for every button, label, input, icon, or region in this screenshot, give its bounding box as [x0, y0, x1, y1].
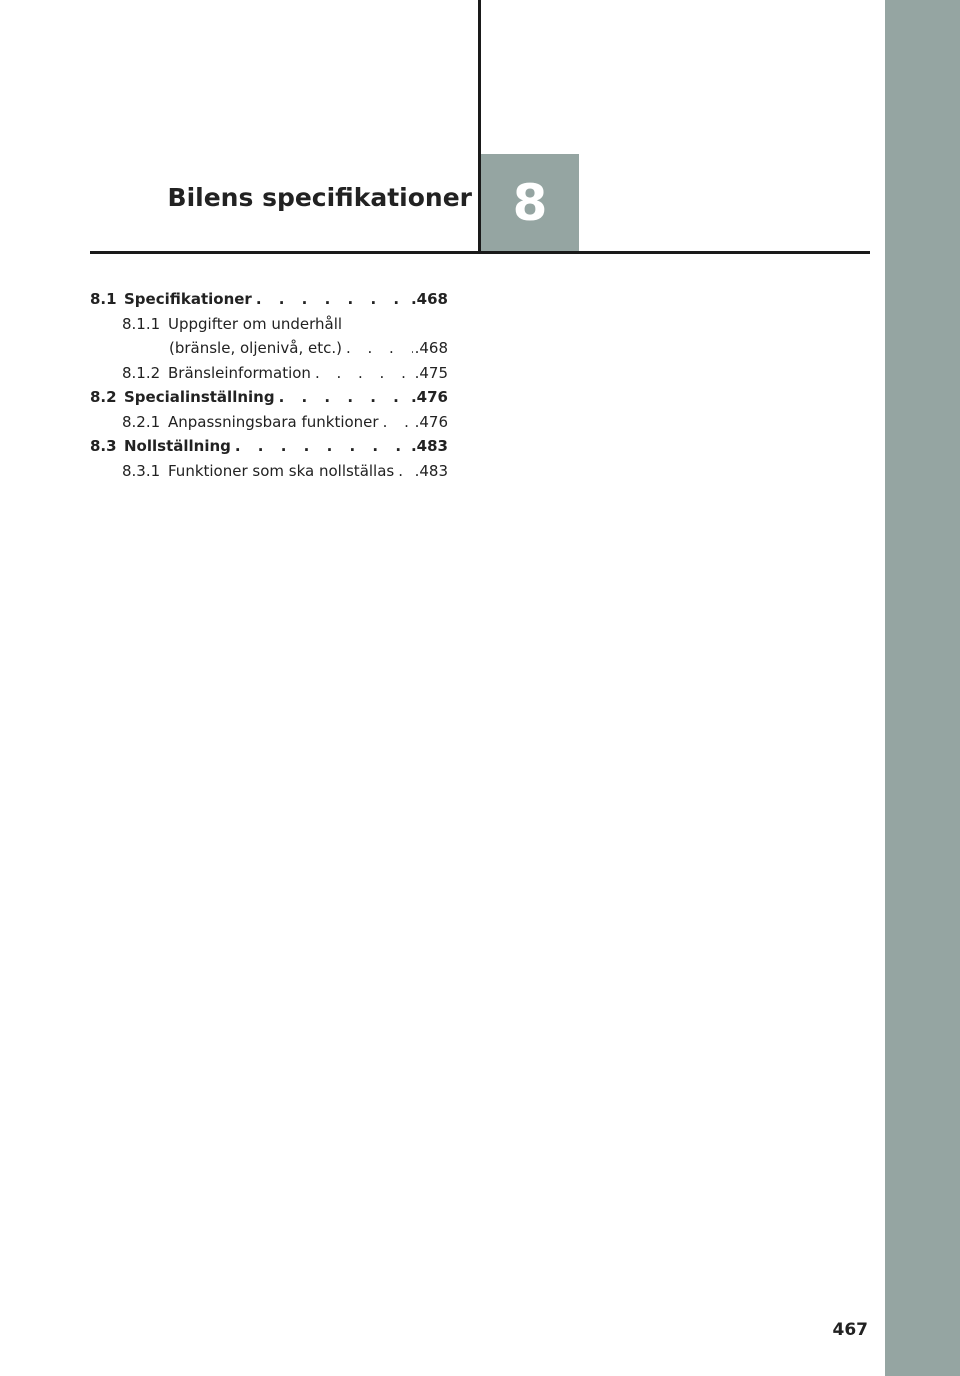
header-rule	[90, 251, 870, 254]
toc-entry-8-1-1[interactable]	[90, 312, 448, 337]
toc-leader-dots	[346, 336, 413, 361]
toc-entry-number: 8.2.1	[122, 412, 161, 431]
side-chapter-tab	[885, 0, 960, 1376]
toc-leader-dots	[398, 459, 412, 484]
toc-entry-page: .475	[414, 363, 448, 382]
toc-entry-page: .476	[410, 388, 448, 406]
toc-entry-label: Anpassningsbara funktioner	[168, 412, 379, 431]
toc-entry-number: 8.1.1	[122, 314, 161, 333]
chapter-number: 8	[512, 173, 548, 232]
toc-entry-8-2-1[interactable]	[90, 410, 448, 435]
toc-leader-dots	[383, 410, 413, 435]
toc-entry-8-1-2[interactable]	[90, 361, 448, 386]
toc-entry-8-2[interactable]	[90, 385, 448, 410]
toc-entry-label: Bränsleinformation	[168, 363, 311, 382]
table-of-contents	[90, 287, 448, 483]
toc-entry-8-1-1-continued[interactable]	[90, 336, 448, 361]
toc-entry-number: 8.2	[90, 388, 117, 406]
toc-entry-page: .476	[414, 412, 448, 431]
toc-entry-number: 8.3.1	[122, 461, 161, 480]
toc-leader-dots	[235, 434, 409, 459]
page-number: 467	[832, 1320, 868, 1340]
toc-entry-number: 8.1	[90, 290, 117, 308]
toc-entry-number: 8.3	[90, 437, 117, 455]
toc-entry-page: .468	[414, 339, 448, 357]
toc-entry-label: Specifikationer	[124, 290, 252, 308]
chapter-number-box	[481, 154, 579, 251]
toc-entry-8-3[interactable]	[90, 434, 448, 459]
toc-entry-label: Specialinställning	[124, 388, 275, 406]
toc-entry-page: .468	[410, 290, 448, 308]
chapter-title: Bilens specifikationer	[167, 183, 472, 212]
toc-leader-dots	[279, 385, 409, 410]
toc-entry-page: .483	[410, 437, 448, 455]
toc-entry-label: Funktioner som ska nollställas	[168, 461, 395, 480]
toc-leader-dots	[256, 287, 409, 312]
toc-entry-label: Uppgifter om underhåll	[168, 314, 343, 333]
toc-entry-8-3-1[interactable]	[90, 459, 448, 484]
toc-leader-dots	[315, 361, 413, 386]
toc-entry-number: 8.1.2	[122, 363, 161, 382]
toc-entry-label: Nollställning	[124, 437, 231, 455]
toc-entry-page: .483	[414, 461, 448, 480]
toc-entry-8-1[interactable]	[90, 287, 448, 312]
toc-entry-label-continued: (bränsle, oljenivå, etc.)	[169, 339, 342, 357]
